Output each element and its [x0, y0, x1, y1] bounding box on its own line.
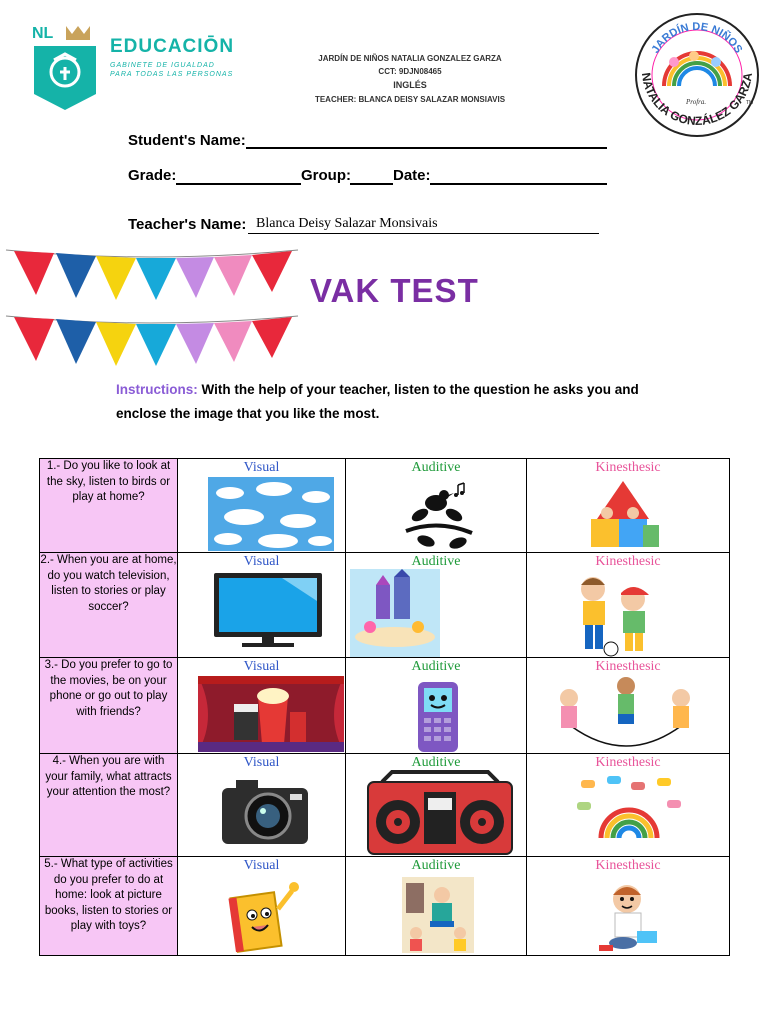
instructions-line-1 [116, 378, 676, 402]
student-name-label: Student's Name: [128, 132, 246, 149]
page-title: VAK TEST [310, 272, 479, 309]
auditive-option[interactable] [346, 459, 527, 553]
visual-label: Visual [243, 858, 280, 873]
camera-image [218, 774, 312, 850]
bird-singing-image [402, 481, 474, 551]
teacher-header: TEACHER: BLANCA DEISY SALAZAR MONSIAVIS [314, 95, 506, 104]
cartoon-book-image [226, 879, 302, 953]
vak-test-table [39, 458, 730, 956]
visual-option[interactable] [178, 553, 346, 658]
kinesthetic-label: Kinesthesic [595, 659, 661, 674]
question-text: 2.- When you are at home, do you watch television, listen to stories or play soccer? [40, 553, 178, 658]
auditive-option[interactable] [346, 754, 527, 857]
cct-code: CCT: 9DJN08465 [378, 67, 442, 76]
kinesthetic-option[interactable] [527, 553, 730, 658]
kinesthetic-label: Kinesthesic [595, 858, 661, 873]
education-subtitle-2: PARA TODAS LAS PERSONAS [110, 71, 234, 78]
school-name: JARDÍN DE NIÑOS NATALIA GONZALEZ GARZA [318, 54, 502, 63]
auditive-option[interactable] [346, 658, 527, 754]
auditive-option[interactable] [346, 857, 527, 956]
bunting-decoration [0, 240, 300, 370]
question-row-3 [40, 658, 730, 754]
group-field[interactable] [350, 167, 393, 185]
instructions-text-1: With the help of your teacher, listen to the question he asks you and [201, 382, 639, 397]
kinesthetic-option[interactable] [527, 658, 730, 754]
nl-logo-text: NL [32, 25, 54, 42]
seal-profra: Profra. [686, 98, 707, 106]
visual-label: Visual [243, 460, 280, 475]
question-row-1 [40, 459, 730, 553]
visual-label: Visual [243, 755, 280, 770]
cartoon-phone-image [408, 678, 468, 754]
date-field[interactable] [430, 167, 607, 185]
visual-option[interactable] [178, 754, 346, 857]
story-book-image [350, 569, 440, 657]
visual-option[interactable] [178, 857, 346, 956]
auditive-option[interactable] [346, 553, 527, 658]
question-row-5 [40, 857, 730, 956]
question-text: 1.- Do you like to look at the sky, listen to birds or play at home? [40, 459, 178, 553]
kids-soccer-image [571, 569, 661, 657]
date-label: Date: [393, 167, 431, 184]
auditive-label: Auditive [411, 460, 461, 475]
student-name-field[interactable] [246, 131, 607, 149]
school-seal [634, 12, 760, 138]
kids-jump-rope-image [551, 676, 701, 752]
education-title: EDUCACIŌN [110, 36, 235, 57]
play-dough-image [571, 774, 687, 850]
auditive-label: Auditive [411, 755, 461, 770]
question-text: 3.- Do you prefer to go to the movies, be on your phone or go out to play with friends? [40, 658, 178, 754]
kinesthetic-label: Kinesthesic [595, 554, 661, 569]
kinesthetic-option[interactable] [527, 857, 730, 956]
grade-label: Grade: [128, 167, 177, 184]
visual-label: Visual [243, 659, 280, 674]
kinesthetic-option[interactable] [527, 754, 730, 857]
visual-option[interactable] [178, 459, 346, 553]
question-text: 5.- What type of activities do you prefer to do at home: look at picture books, listen to stories or play with toys? [40, 857, 178, 956]
question-row-2 [40, 553, 730, 658]
boy-playing-toys-image [597, 879, 663, 953]
kinesthetic-label: Kinesthesic [595, 755, 661, 770]
education-subtitle-1: GABINETE DE IGUALDAD [110, 62, 215, 69]
subject-label: INGLÉS [393, 80, 427, 90]
question-row-4 [40, 754, 730, 857]
nl-logo [32, 24, 98, 112]
instructions-keyword: Instructions: [116, 382, 198, 397]
auditive-label: Auditive [411, 554, 461, 569]
boombox-image [362, 768, 518, 856]
clouds-sky-image [208, 477, 334, 551]
question-text: 4.- When you are with your family, what attracts your attention the most? [40, 754, 178, 857]
visual-option[interactable] [178, 658, 346, 754]
kinesthetic-label: Kinesthesic [595, 460, 661, 475]
television-image [212, 571, 324, 651]
seal-bottom-text: NATALIA GONZÁLEZ GARZA [638, 71, 756, 129]
movie-theater-image [198, 676, 344, 752]
teacher-name-label: Teacher's Name: [128, 216, 247, 233]
group-label: Group: [301, 167, 351, 184]
auditive-label: Auditive [411, 659, 461, 674]
teacher-name-field[interactable]: Blanca Deisy Salazar Monsivais [248, 216, 599, 234]
seal-tm: TM [746, 100, 754, 106]
teacher-reading-image [402, 877, 474, 953]
seal-top-text: JARDÍN DE NIÑOS [649, 20, 745, 56]
kinesthetic-option[interactable] [527, 459, 730, 553]
grade-field[interactable] [176, 167, 301, 185]
instructions-line-2: enclose the image that you like the most. [116, 406, 380, 421]
auditive-label: Auditive [411, 858, 461, 873]
kids-on-blocks-image [587, 477, 659, 551]
visual-label: Visual [243, 554, 280, 569]
